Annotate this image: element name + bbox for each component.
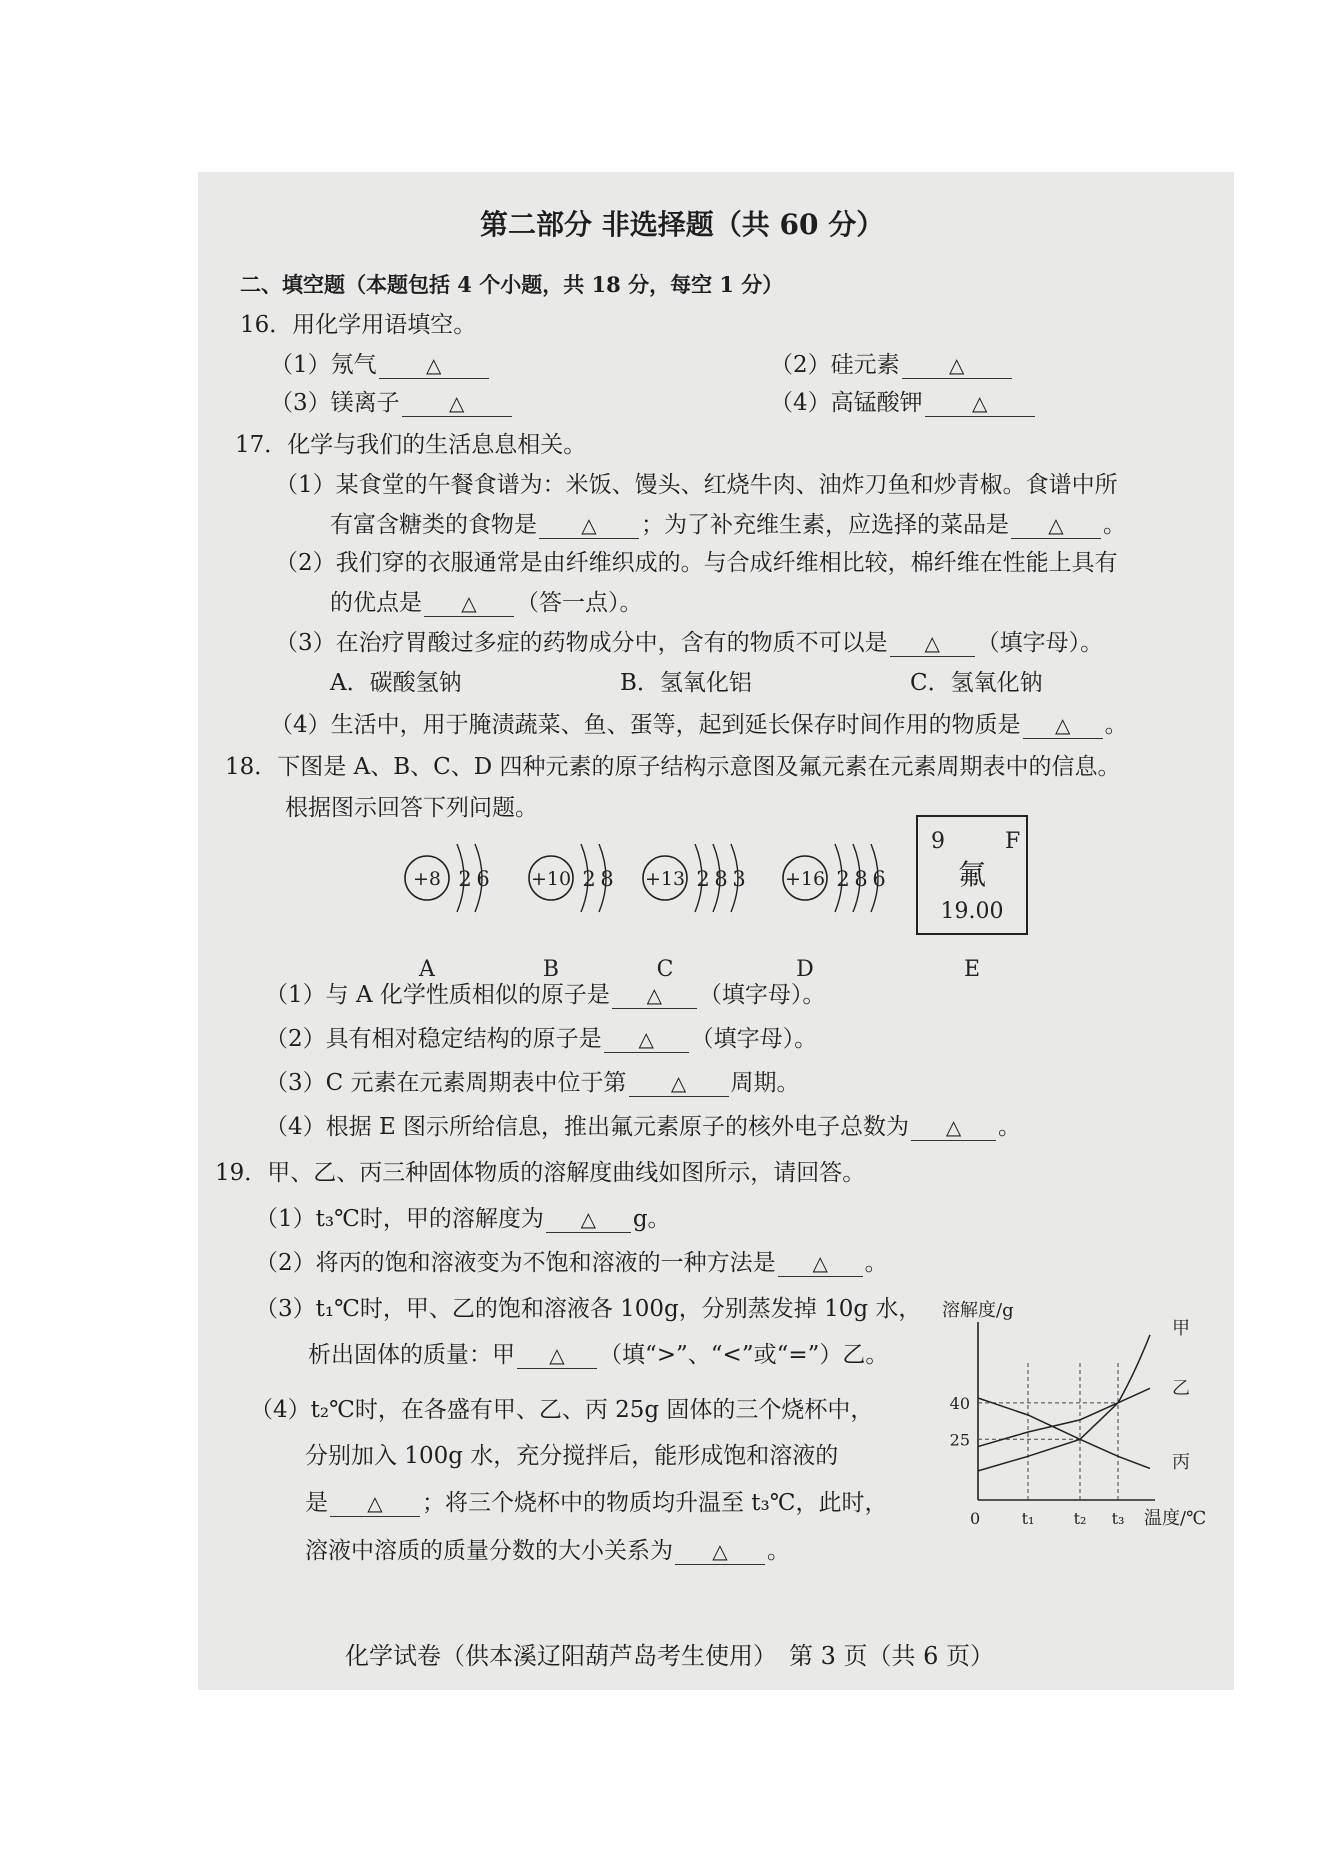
atomic-number: 9 [931,829,945,854]
q16-item-3 [270,388,514,418]
q17-stem: 17．化学与我们的生活息息相关。 [235,432,587,458]
q17-option-a: A．碳酸氢钠 [330,670,462,696]
answer-blank[interactable] [911,1114,996,1141]
q17-p2-text-a: 的优点是 [330,590,422,616]
blank-triangle-icon: △ [1054,713,1071,737]
q19-p4-text-d: 。 [767,1538,790,1564]
q19-p4-text-b: ；将三个烧杯中的物质均升温至 t₃℃，此时， [422,1490,888,1516]
blank-triangle-icon: △ [646,983,663,1007]
answer-blank[interactable] [424,590,514,617]
q19-p4-text-a: 是 [305,1490,328,1516]
blank-triangle-icon: △ [1048,513,1064,537]
q18-p3-text-a: （3）C 元素在元素周期表中位于第 [265,1070,627,1096]
origin-label: 0 [970,1509,981,1528]
q17-p4-text-a: （4）生活中，用于腌渍蔬菜、鱼、蛋等，起到延长保存时间作用的物质是 [270,712,1021,738]
q18-p4-text-b: 。 [998,1114,1022,1140]
q17-option-b: B．氢氧化铝 [620,670,752,696]
atomic-mass: 19.00 [940,899,1004,924]
q18-p3-text-b: 周期。 [730,1070,800,1096]
atom-label: A [419,957,435,982]
shell-electron-count: 6 [872,867,886,891]
element-name: 氟 [957,858,987,891]
answer-blank[interactable] [546,1206,631,1233]
shell-electron-count: 2 [836,867,850,891]
q19-p2 [255,1248,888,1278]
q16-item-2 [770,350,1014,380]
q17-p4-line1 [270,710,1128,740]
section-title: 二、填空题（本题包括 4 个小题，共 18 分，每空 1 分） [240,272,784,297]
nucleus-charge: +13 [644,868,686,890]
q17-p2-line2 [330,588,643,618]
shell-electron-count: 8 [600,867,614,891]
page-footer: 化学试卷（供本溪辽阳葫芦岛考生使用） 第 3 页（共 6 页） [345,1642,995,1670]
answer-blank[interactable] [902,352,1012,379]
x-axis-label: 温度/℃ [1144,1508,1207,1529]
q18-stem-1: 18．下图是 A、B、C、D 四种元素的原子结构示意图及氟元素在元素周期表中的信息。 [225,754,1121,780]
q19-p4-line3 [305,1488,888,1518]
answer-blank[interactable] [402,390,512,417]
q17-p4-text-b: 。 [1104,712,1128,738]
series-label: 丙 [1172,1452,1190,1473]
nucleus-charge: +10 [530,868,572,890]
blank-triangle-icon: △ [367,1491,383,1515]
answer-blank[interactable] [778,1250,863,1277]
q17-p1-line1: （1）某食堂的午餐食谱为：米饭、馒头、红烧牛肉、油炸刀鱼和炒青椒。食谱中所 [275,472,1118,498]
q17-p1-line2 [330,510,1126,540]
blank-triangle-icon: △ [461,591,477,615]
answer-blank[interactable] [890,630,975,657]
answer-blank[interactable] [612,982,697,1009]
atom-label: C [656,957,674,982]
q19-p1-text-b: g。 [632,1206,671,1232]
q19-p2-text-a: （2）将丙的饱和溶液变为不饱和溶液的一种方法是 [255,1250,776,1276]
q16-label-2: （2）硅元素 [770,352,900,378]
answer-blank[interactable] [675,1538,765,1565]
answer-blank[interactable] [539,512,639,539]
shell-electron-count: 8 [714,867,728,891]
q17-p2-line1: （2）我们穿的衣服通常是由纤维织成的。与合成纤维相比较，棉纤维在性能上具有 [275,550,1118,576]
q18-p1 [265,980,825,1010]
answer-blank[interactable] [1023,712,1103,739]
answer-blank[interactable] [629,1070,729,1097]
q16-stem: 16．用化学用语填空。 [240,312,477,338]
nucleus-charge: +16 [784,868,826,890]
y-tick-label: 25 [949,1430,970,1450]
series-label: 乙 [1172,1378,1190,1399]
q18-p2 [265,1024,817,1054]
blank-triangle-icon: △ [448,391,465,415]
answer-blank[interactable] [330,1490,420,1517]
q17-p3-text-a: （3）在治疗胃酸过多症的药物成分中，含有的物质不可以是 [275,630,888,656]
shell-electron-count: 8 [854,867,868,891]
q19-p3-line2 [308,1340,888,1370]
shell-electron-count: 2 [458,867,472,891]
q18-p4-text-a: （4）根据 E 图示所给信息，推出氟元素原子的核外电子总数为 [265,1114,910,1140]
q19-p1-text-a: （1）t₃℃时，甲的溶解度为 [255,1206,544,1232]
q19-p2-text-b: 。 [864,1250,888,1276]
q16-label-1: （1）氖气 [270,352,377,378]
x-tick-label: t₂ [1073,1509,1087,1528]
blank-triangle-icon: △ [580,1207,597,1231]
element-symbol: F [1005,829,1021,854]
series-line-丙 [978,1398,1150,1468]
q17-p1-text-b: ；为了补充维生素，应选择的菜品是 [641,512,1009,538]
q16-label-3: （3）镁离子 [270,390,400,416]
q19-stem: 19．甲、乙、丙三种固体物质的溶解度曲线如图所示，请回答。 [215,1160,866,1186]
blank-triangle-icon: △ [581,513,597,537]
q19-p4-text-c: 溶液中溶质的质量分数的大小关系为 [305,1538,673,1564]
blank-triangle-icon: △ [638,1027,654,1051]
nucleus-charge: +8 [412,868,442,890]
q18-p2-text-b: （填字母）。 [690,1026,818,1052]
atom-label: D [796,957,814,982]
q16-item-4 [770,388,1037,418]
q19-p3-text-a: 析出固体的质量：甲 [308,1342,515,1368]
q16-label-4: （4）高锰酸钾 [770,390,923,416]
blank-triangle-icon: △ [425,353,442,377]
part-title: 第二部分 非选择题（共 60 分） [480,208,885,241]
q18-p4 [265,1112,1021,1142]
q17-p3-text-b: （填字母）。 [976,630,1104,656]
q16-item-1 [270,350,491,380]
answer-blank[interactable] [517,1342,597,1369]
series-label: 甲 [1172,1318,1190,1339]
q19-p3-line1: （3）t₁℃时，甲、乙的饱和溶液各 100g，分别蒸发掉 10g 水， [255,1296,922,1322]
y-axis-label: 溶解度/g [942,1300,1014,1321]
q17-p2-text-b: （答一点）。 [516,590,643,616]
answer-blank[interactable] [379,352,489,379]
solubility-curve-chart [940,1290,1230,1550]
q18-stem-2: 根据图示回答下列问题。 [285,795,538,821]
x-tick-label: t₃ [1111,1509,1125,1528]
shell-electron-count: 2 [582,867,596,891]
atom-label: B [542,957,560,982]
answer-blank[interactable] [925,390,1035,417]
shell-electron-count: 2 [696,867,710,891]
answer-blank[interactable] [1011,512,1101,539]
q19-p4-line4 [305,1536,790,1566]
q19-p1 [255,1204,671,1234]
blank-triangle-icon: △ [971,391,988,415]
answer-blank[interactable] [604,1026,689,1053]
series-line-乙 [978,1388,1150,1446]
q18-p1-text-a: （1）与 A 化学性质相似的原子是 [265,982,610,1008]
q19-p3-text-b: （填“>”、“<”或“=”）乙。 [599,1342,889,1368]
q18-p3 [265,1068,800,1098]
blank-triangle-icon: △ [670,1071,687,1095]
y-tick-label: 40 [949,1393,970,1413]
shell-electron-count: 3 [732,867,746,891]
shell-electron-count: 6 [476,867,490,891]
blank-triangle-icon: △ [549,1343,565,1367]
q18-p1-text-b: （填字母）。 [698,982,826,1008]
blank-triangle-icon: △ [924,631,940,655]
blank-triangle-icon: △ [712,1539,728,1563]
blank-triangle-icon: △ [945,1115,962,1139]
q18-p2-text-a: （2）具有相对稳定结构的原子是 [265,1026,602,1052]
q19-p4-line2: 分别加入 100g 水，充分搅拌后，能形成饱和溶液的 [305,1443,839,1469]
element-cell-label: E [963,957,981,982]
x-tick-label: t₁ [1021,1509,1035,1528]
q19-p4-line1: （4）t₂℃时，在各盛有甲、乙、丙 25g 固体的三个烧杯中， [250,1397,874,1423]
q17-p3-line1 [275,628,1103,658]
q17-option-c: C．氢氧化钠 [910,670,1043,696]
q17-p1-text-c: 。 [1103,512,1126,538]
q17-p1-text-a: 有富含糖类的食物是 [330,512,537,538]
blank-triangle-icon: △ [948,353,965,377]
blank-triangle-icon: △ [812,1251,828,1275]
